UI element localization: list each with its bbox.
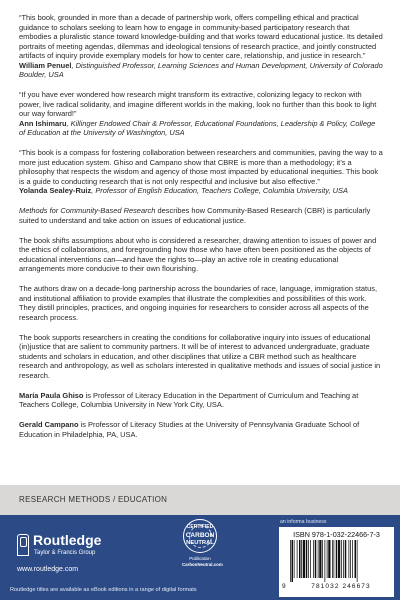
publisher-url: www.routledge.com bbox=[17, 566, 79, 573]
blurb-quote: “If you have ever wondered how research might transform its extractive, colonizing legacy to reckon with power, live radical solidarity, and imagine different worlds in the making, look no further than this book to light our way forward!” bbox=[19, 90, 377, 118]
barcode-box bbox=[279, 527, 394, 597]
publisher-footer bbox=[0, 515, 400, 600]
informa-line: an informa business bbox=[280, 519, 327, 525]
publisher-name: Routledge bbox=[33, 532, 102, 548]
category-label: RESEARCH METHODS / EDUCATION bbox=[19, 495, 168, 504]
publisher-group: Taylor & Francis Group bbox=[34, 550, 96, 556]
cn-certified: CERTIFIED bbox=[186, 524, 214, 530]
author-bio-campano bbox=[19, 420, 383, 439]
author-name: María Paula Ghiso bbox=[19, 390, 84, 400]
description-paragraph: The book shifts assumptions about who is considered a researcher, drawing attention to issues of power and the ethics of collaborations, and foregrounding how those who have often been positioned as the objects of educational interventions can—and have the rights to—play an active role in creating educational arrangements more conducive to their own flourishing. bbox=[19, 235, 377, 273]
blurb-quote: “This book, grounded in more than a decade of partnership work, offers compelling ethical and practical guidance to scholars seeking to learn how to engage in community-based participatory research that embodies a pluralistic stance toward knowledge-building and that works toward educational justice. Its detailed portraits of meeting agendas, dilemmas and ideological tensions of research practice, and jointly constructed artifacts of inquiry provide exemplary models for how to center care, relationship, and justice in research.” bbox=[19, 13, 383, 60]
category-band bbox=[0, 485, 400, 515]
endorser-name: William Penuel bbox=[19, 60, 72, 70]
ebook-note: Routledge titles are available as eBook editions in a range of digital formats bbox=[10, 587, 197, 593]
back-cover-copy bbox=[19, 13, 383, 439]
cn-carbon: CARBON bbox=[185, 532, 215, 539]
routledge-mark-icon bbox=[17, 534, 29, 556]
intro-text: describes how Community-Based Research (CBR) is particularly suited to understand and take action on issues of educational justice. bbox=[19, 206, 371, 225]
blurb-ishimaru bbox=[19, 90, 383, 138]
carbon-neutral-badge bbox=[182, 519, 223, 577]
isbn-label: ISBN 978-1-032-22466-7-3 bbox=[293, 530, 380, 539]
endorser-name: Yolanda Sealey-Ruiz bbox=[19, 186, 92, 195]
book-title-italic: Methods for Community-Based Research bbox=[19, 206, 156, 215]
cn-site: CarbonNeutral.com bbox=[182, 562, 223, 567]
author-bio-ghiso bbox=[19, 391, 383, 410]
carbon-neutral-seal-icon bbox=[183, 519, 217, 553]
blurb-sealey-ruiz bbox=[19, 148, 383, 196]
barcode-first-digit: 9 bbox=[282, 583, 286, 590]
author-bio-text: is Professor of Literacy Studies at the University of Pennsylvania Graduate School of Education in Philadelphia, PA, USA. bbox=[19, 420, 360, 439]
cn-publication: Publication bbox=[189, 556, 211, 561]
barcode-icon bbox=[290, 540, 385, 582]
endorser-name: Ann Ishimaru bbox=[19, 118, 67, 128]
blurb-quote: “This book is a compass for fostering collaboration between researchers and communities, paving the way to a more just education system. Ghiso and Campano show that CBRE is more than a methodology; it’s a philosophy that respects the wisdom and agency of those most impacted by educational inequities. This book is a guide to conducting research that is not only respectful and inclusive but also effective.” bbox=[19, 148, 383, 186]
blurb-attribution bbox=[19, 119, 375, 138]
barcode-area bbox=[278, 515, 400, 600]
cn-neutral: NEUTRAL bbox=[186, 540, 214, 546]
blurb-attribution bbox=[19, 186, 348, 195]
endorser-role: , Killinger Endowed Chair & Professor, Educational Foundations, Leadership & Policy, College of Education at the University of Washington, USA bbox=[19, 118, 376, 137]
routledge-logo bbox=[17, 531, 135, 565]
endorser-role: , Professor of English Education, Teachers College, Columbia University, USA bbox=[91, 186, 348, 195]
author-name: Gerald Campano bbox=[19, 420, 79, 429]
author-bio-text: is Professor of Literacy Education in the Department of Curriculum and Teaching at Teachers College, Columbia University in New York City, USA. bbox=[19, 390, 359, 409]
blurb-penuel bbox=[19, 13, 383, 80]
endorser-role: , Distinguished Professor, Learning Sciences and Human Development, University of Colorado Boulder, USA bbox=[19, 60, 383, 79]
blurb-attribution bbox=[19, 61, 383, 80]
description-intro bbox=[19, 206, 383, 225]
description-paragraph: The book supports researchers in creating the conditions for collaborative inquiry into issues of educational (in)justice that are salient to community partners. It will be of interest to advanced undergraduate, graduate students and scholars in education, and other disciplines that utilize a CBR method such as healthcare research and anthropology, as well as scholars interested in qualitative methods and issues of social justice in research. bbox=[19, 332, 381, 380]
description-paragraph: The authors draw on a decade-long partnership across the boundaries of race, language, immigration status, and institutional affiliation to provide examples that illustrate the complexities and possibilities of this work. They distill principles, practices, and ongoing inquiries for researchers to consider across all aspects of the research process. bbox=[19, 284, 378, 322]
barcode-digits: 781032 246673 bbox=[311, 583, 371, 590]
